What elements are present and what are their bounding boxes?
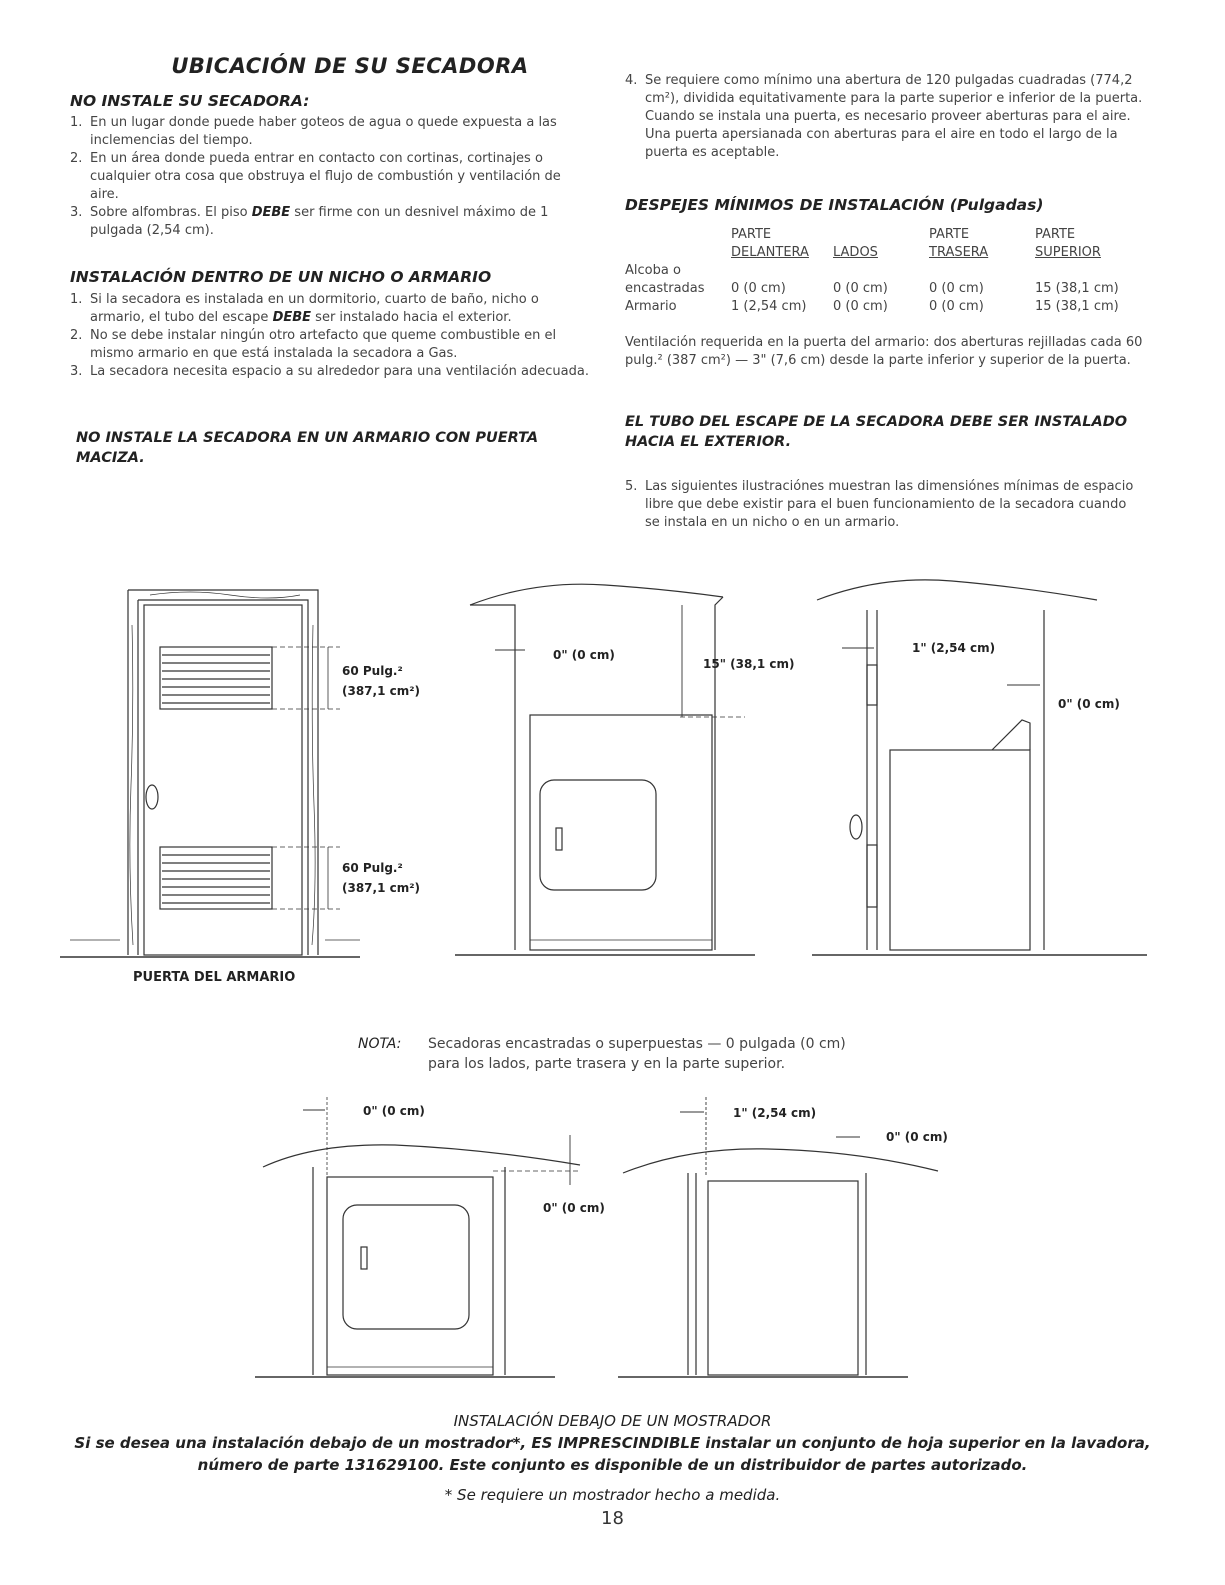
header-top: PARTE (731, 227, 772, 242)
front-view-illustration (455, 575, 795, 970)
side-view-illustration (812, 575, 1157, 970)
table-cell: 0 (0 cm) (833, 299, 888, 314)
list-item: 1. En un lugar donde puede haber goteos de agua o quede expuesta a las inclemencias del tiempo. (70, 115, 557, 148)
table-cell: 0 (0 cm) (731, 281, 786, 296)
note-block: NOTA: Secadoras encastradas o superpuestas — 0 pulgada (0 cm) para los lados, parte trasera y en la parte superior. (358, 1036, 846, 1072)
top-vent-area-metric: (387,1 cm²) (342, 684, 420, 698)
ventilation-text: Ventilación requerida en la puerta del armario: dos aberturas rejilladas cada 60 pulg.² (387 cm²) — 3" (7,6 cm) desde la parte inferior y superior de la puerta. (625, 335, 1143, 368)
front-side-gap-label: 0" (0 cm) (553, 648, 615, 662)
item-5: 5. Las siguientes ilustraciónes muestran las dimensiónes mínimas de espacio libre que debe existir para el buen funcionamiento de la secadora cuando se instala en un nicho o en un armario. (625, 479, 1134, 530)
no-install-list (70, 114, 590, 240)
header-top: PARTE (929, 227, 970, 242)
bottom-vent-area-label: 60 Pulg.² (342, 861, 403, 875)
header-top (833, 226, 929, 244)
row-label: Alcoba o (625, 263, 681, 278)
counter-front-gap-label: 1" (2,54 cm) (733, 1106, 817, 1120)
vent-louvers (162, 655, 270, 903)
footer-line-1: Si se desea una instalación debajo de un mostrador*, ES IMPRESCINDIBLE instalar un conjunto de hoja superior en la lavadora, (74, 1434, 1151, 1452)
row-label: Armario (625, 299, 677, 314)
column-header: TRASERA (929, 245, 989, 260)
table-cell: 0 (0 cm) (833, 281, 888, 296)
under-counter-heading: INSTALACIÓN DEBAJO DE UN MOSTRADOR (453, 1412, 772, 1430)
table-cell: 0 (0 cm) (929, 281, 984, 296)
front-top-gap-label: 15" (38,1 cm) (703, 657, 795, 671)
counter-back-gap-label: 0" (0 cm) (886, 1130, 948, 1144)
page-number: 18 (601, 1508, 624, 1529)
door-caption: PUERTA DEL ARMARIO (133, 970, 296, 985)
column-header: SUPERIOR (1035, 245, 1101, 260)
exhaust-warning: EL TUBO DEL ESCAPE DE LA SECADORA DEBE SER INSTALADO HACIA EL EXTERIOR. (625, 414, 1128, 450)
row-label: encastradas (625, 281, 705, 296)
bottom-vent-area-metric: (387,1 cm²) (342, 881, 420, 895)
table-row (625, 280, 1145, 298)
list-item: 2. No se debe instalar ningún otro artefacto que queme combustible en el mismo armario en que está instalada la secadora a Gas. (70, 328, 557, 361)
list-item: 3. Sobre alfombras. El piso DEBE ser firme con un desnivel máximo de 1 pulgada (2,54 cm). (70, 205, 549, 238)
list-item: 2. En un área donde pueda entrar en contacto con cortinas, cortinajes o cualquier otra cosa que obstruya el flujo de combustión y ventilación de aire. (70, 151, 561, 202)
table-row (625, 298, 1145, 316)
clearance-heading: DESPEJES MÍNIMOS DE INSTALACIÓN (Pulgadas) (625, 196, 1044, 214)
list-item: 3. La secadora necesita espacio a su alrededor para una ventilación adecuada. (70, 364, 589, 379)
niche-heading: INSTALACIÓN DENTRO DE UN NICHO O ARMARIO (70, 268, 492, 286)
niche-list (70, 291, 590, 381)
counter-side-gap-label: 0" (0 cm) (363, 1104, 425, 1118)
column-header: LADOS (833, 245, 878, 260)
footnote: * Se requiere un mostrador hecho a medida. (444, 1486, 781, 1504)
under-counter-front-illustration (255, 1085, 605, 1395)
page-title: UBICACIÓN DE SU SECADORA (171, 54, 529, 78)
list-item: 1. Si la secadora es instalada en un dormitorio, cuarto de baño, nicho o armario, el tubo del escape DEBE ser instalado hacia el exterior. (70, 292, 539, 325)
item-4: 4. Se requiere como mínimo una abertura de 120 pulgadas cuadradas (774,2 cm²), dividida equitativamente para la parte superior e inferior de la puerta. Cuando se instala una puerta, es necesario proveer aberturas para el aire. Una puerta apersianada con aberturas para el aire en todo el largo de la puerta es aceptable. (625, 73, 1143, 160)
footer (0, 1410, 1225, 1530)
column-header: DELANTERA (731, 245, 809, 260)
under-counter-side-illustration (618, 1085, 948, 1395)
footer-line-2: número de parte 131629100. Este conjunto es disponible de un distribuidor de partes autorizado. (197, 1456, 1028, 1474)
solid-door-warning: NO INSTALE LA SECADORA EN UN ARMARIO CON PUERTA MACIZA. (76, 430, 539, 466)
side-back-gap-label: 0" (0 cm) (1058, 697, 1120, 711)
counter-top-gap-label: 0" (0 cm) (543, 1201, 605, 1215)
table-cell: 0 (0 cm) (929, 299, 984, 314)
side-front-gap-label: 1" (2,54 cm) (912, 641, 996, 655)
clearance-table (625, 226, 1145, 316)
header-top: PARTE (1035, 227, 1076, 242)
table-cell: 15 (38,1 cm) (1035, 299, 1119, 314)
no-install-heading: NO INSTALE SU SECADORA: (70, 92, 310, 110)
table-cell: 1 (2,54 cm) (731, 299, 807, 314)
table-cell: 15 (38,1 cm) (1035, 281, 1119, 296)
top-vent-area-label: 60 Pulg.² (342, 664, 403, 678)
closet-door-illustration (60, 585, 420, 1005)
